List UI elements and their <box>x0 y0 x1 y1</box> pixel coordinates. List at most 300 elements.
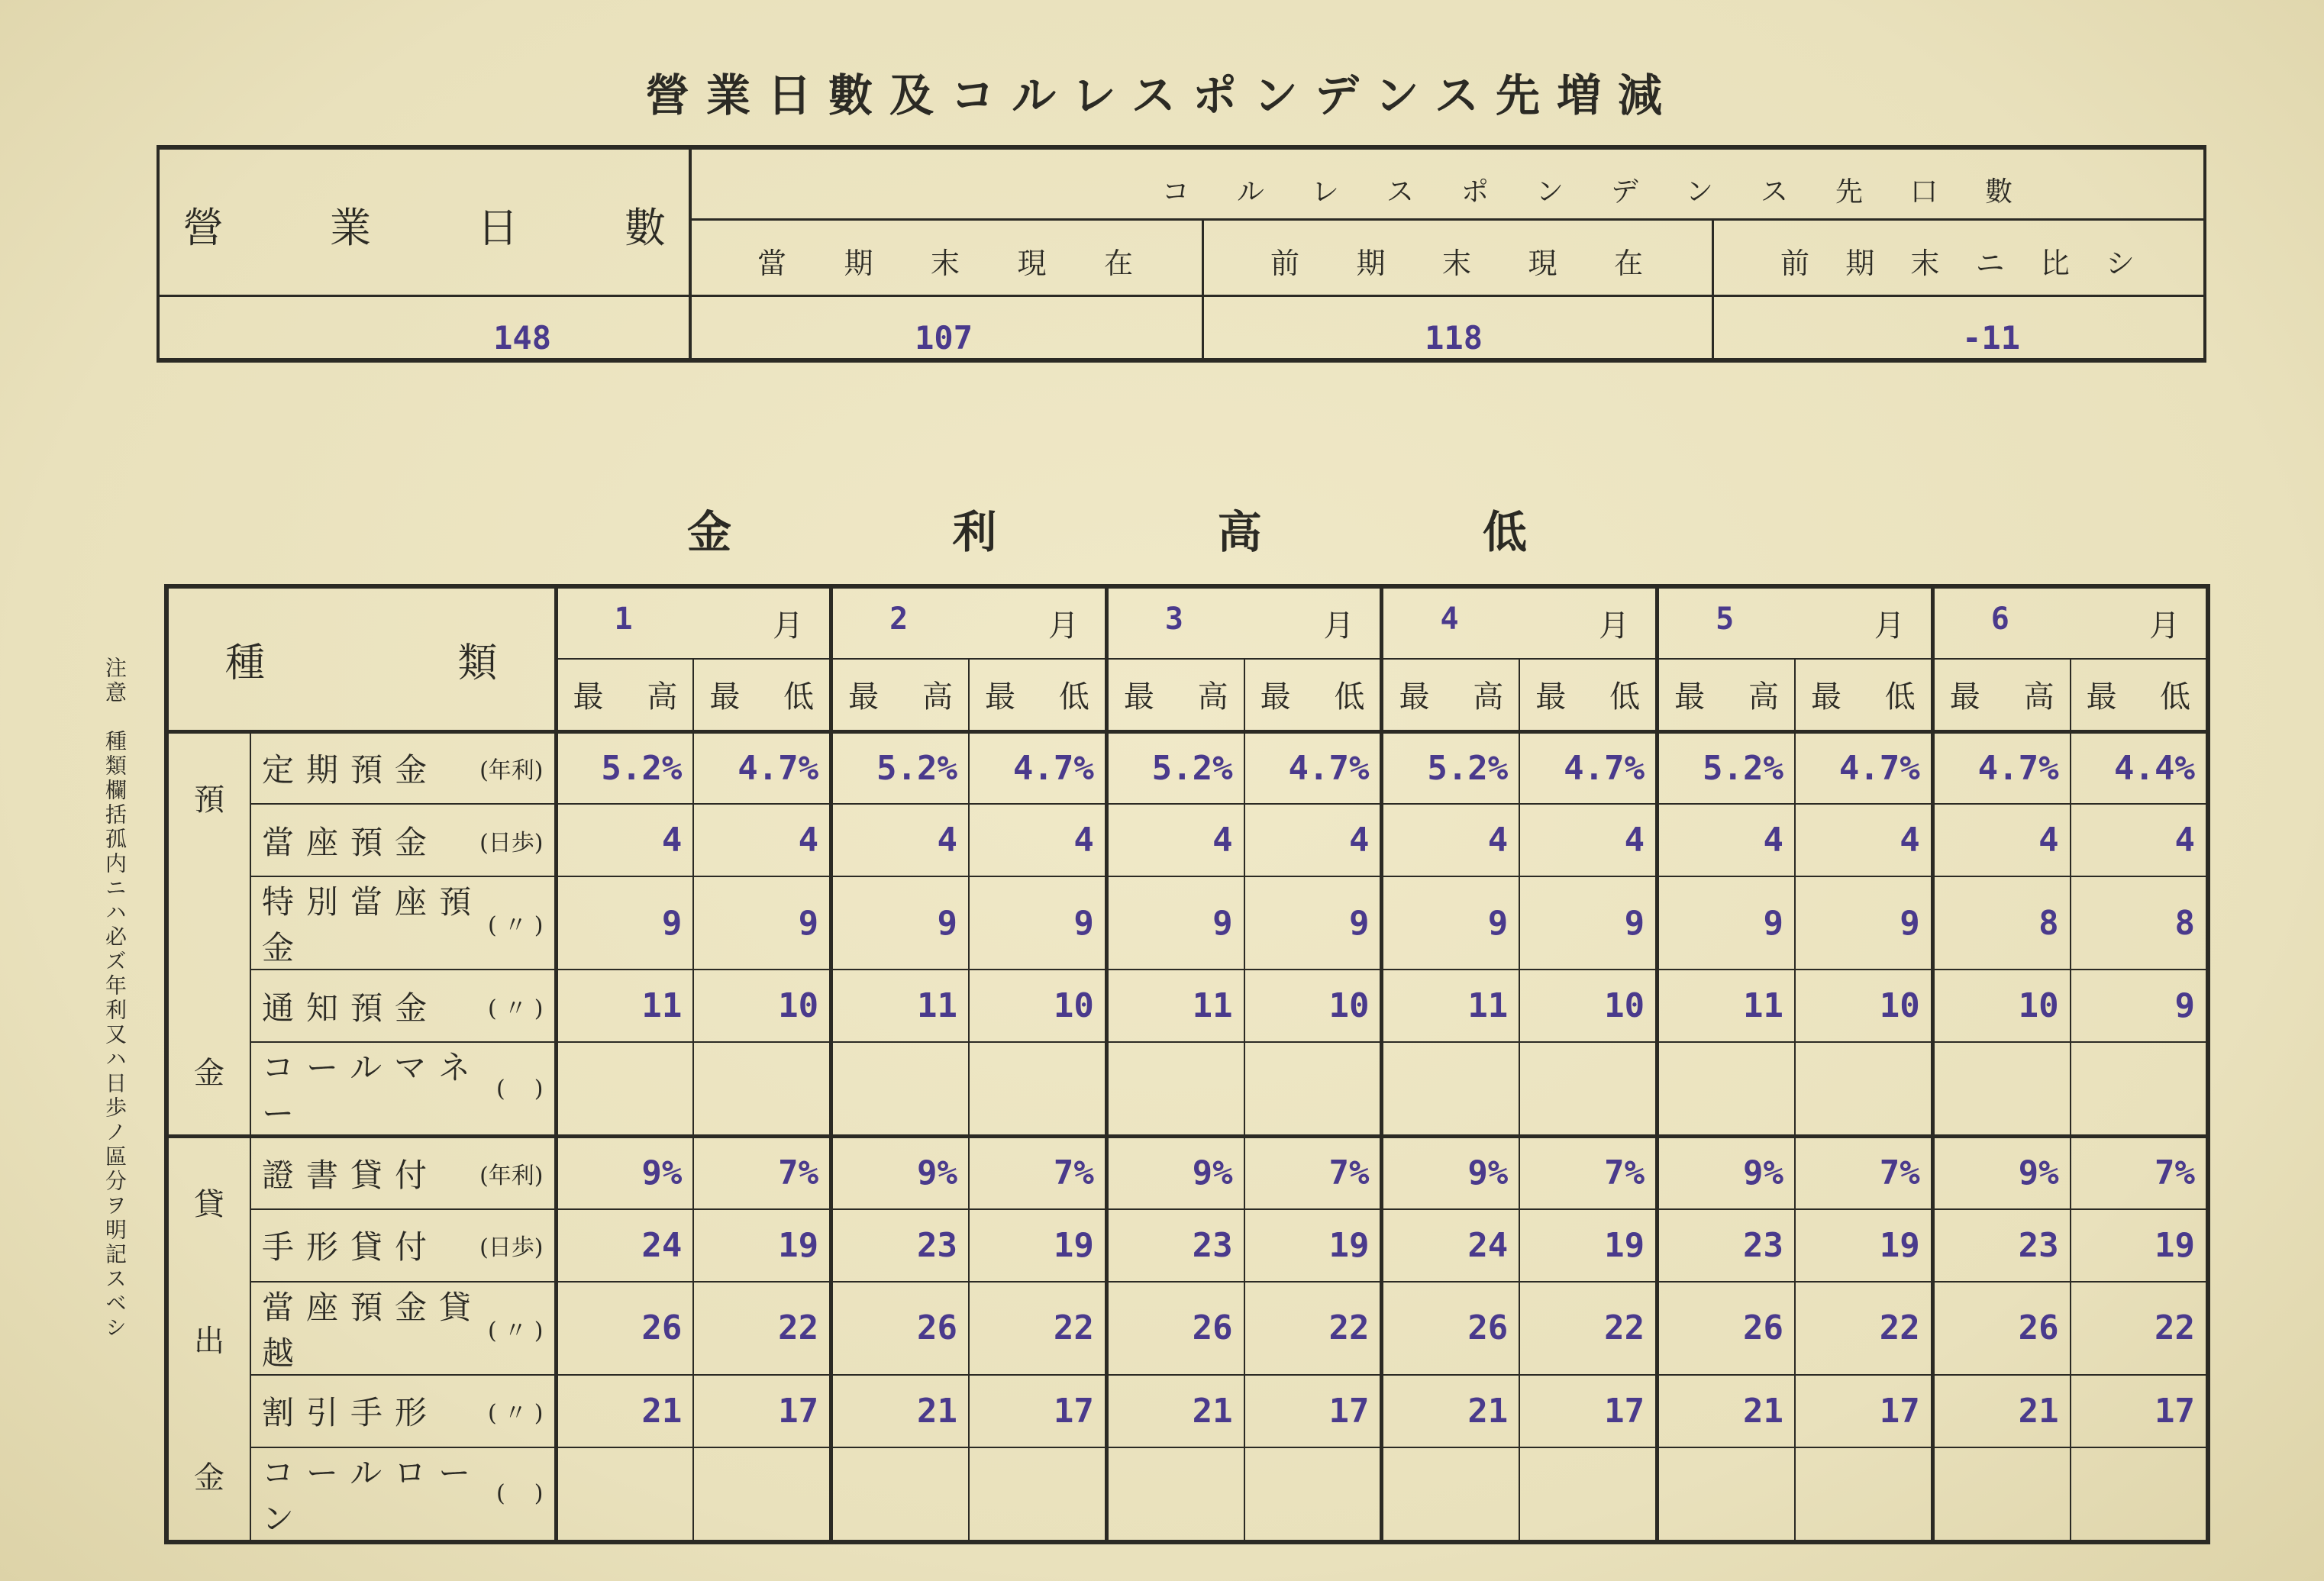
high-value: 9% <box>1106 1137 1244 1209</box>
table-row <box>166 970 2208 1042</box>
low-value: 4 <box>1519 804 1657 876</box>
table-row <box>166 804 2208 876</box>
label-char: 低 <box>1884 679 1916 715</box>
high-value: 10 <box>1932 970 2070 1042</box>
low-header <box>693 659 831 731</box>
low-value: 7% <box>693 1137 831 1209</box>
table-row <box>166 876 2208 970</box>
low-header <box>1795 659 1932 731</box>
row-label <box>250 1137 556 1209</box>
low-value: 17 <box>1244 1375 1382 1447</box>
high-value: 21 <box>1932 1375 2070 1447</box>
low-value: 22 <box>2071 1282 2208 1375</box>
header-char: ン <box>1685 176 1713 208</box>
high-value: 4 <box>1657 804 1795 876</box>
month-suffix: 月 <box>1599 608 1630 644</box>
header-text <box>705 673 818 716</box>
high-value: 9% <box>556 1137 693 1209</box>
group-label <box>166 1137 250 1542</box>
row-label-text <box>262 1222 544 1268</box>
high-value: 9% <box>1657 1137 1795 1209</box>
high-value: 23 <box>1932 1209 2070 1282</box>
month-suffix: 月 <box>1874 608 1905 644</box>
column-divider <box>1202 218 1204 360</box>
label-char: 金 <box>194 1460 224 1496</box>
row-label-text <box>262 1388 544 1434</box>
high-value: 4 <box>1106 804 1244 876</box>
header-char: ポ <box>1461 176 1489 208</box>
low-value: 22 <box>1795 1282 1932 1375</box>
label-char: 在 <box>1613 247 1643 280</box>
month-label <box>1119 602 1370 645</box>
low-value: 10 <box>693 970 831 1042</box>
high-value <box>1657 1447 1795 1542</box>
month-label <box>1670 602 1920 645</box>
low-value: 22 <box>693 1282 831 1375</box>
low-value: 17 <box>2071 1375 2208 1447</box>
label-char: 末 <box>1441 247 1471 280</box>
label-char: 現 <box>1017 247 1047 280</box>
header-char: デ <box>1610 176 1638 208</box>
high-value: 23 <box>1657 1209 1795 1282</box>
low-value <box>2071 1042 2208 1137</box>
label-char: 最 <box>2086 679 2117 715</box>
high-value: 9% <box>831 1137 969 1209</box>
table-row <box>166 1375 2208 1447</box>
row-name: 手形貸付 <box>262 1228 440 1266</box>
low-value: 4 <box>2071 804 2208 876</box>
business-days-column <box>160 150 692 358</box>
corner-label-text <box>179 631 544 688</box>
label-char: 低 <box>2160 679 2190 715</box>
row-label <box>250 731 556 804</box>
row-label-text <box>262 818 544 863</box>
label-char: 種 <box>225 640 266 686</box>
label-char: 期 <box>844 247 873 280</box>
header-char: ス <box>1386 176 1414 208</box>
title-char: 利 <box>952 506 997 558</box>
column-label <box>757 240 1133 282</box>
header-char: 先 <box>1835 176 1863 208</box>
high-value: 24 <box>1382 1209 1519 1282</box>
high-value: 4 <box>1932 804 2070 876</box>
high-value <box>831 1042 969 1137</box>
label-char: 比 <box>2040 247 2070 280</box>
month-number: 1 <box>614 602 633 637</box>
high-value: 9 <box>1382 876 1519 970</box>
month-header <box>556 586 831 659</box>
high-value: 4.7% <box>1932 731 2070 804</box>
header-text <box>1806 673 1920 716</box>
low-value <box>1519 1447 1657 1542</box>
column-label <box>1270 240 1643 282</box>
row-label <box>250 876 556 970</box>
label-char: 低 <box>783 679 815 715</box>
low-value: 4.7% <box>1244 731 1382 804</box>
high-value: 9 <box>556 876 693 970</box>
low-value: 4 <box>1244 804 1382 876</box>
label-char: 最 <box>1810 679 1841 715</box>
low-value: 22 <box>1244 1282 1382 1375</box>
label-char: 高 <box>1197 679 1228 715</box>
low-value <box>1244 1042 1382 1137</box>
month-number: 6 <box>1990 602 2009 637</box>
low-value: 4.7% <box>1795 731 1932 804</box>
header-char: レ <box>1311 176 1339 208</box>
document-title: 營業日數及コルレスポンデンス先増減 <box>645 69 1679 121</box>
low-value: 4.7% <box>969 731 1106 804</box>
high-value: 5.2% <box>831 731 969 804</box>
low-value: 9 <box>1519 876 1657 970</box>
high-value: 26 <box>1932 1282 2070 1375</box>
row-label <box>250 970 556 1042</box>
month-suffix: 月 <box>773 608 804 644</box>
low-value: 19 <box>1244 1209 1382 1282</box>
row-name: 通知預金 <box>262 989 440 1027</box>
title-char: 低 <box>1482 506 1527 558</box>
high-value <box>1382 1447 1519 1542</box>
group-label <box>166 731 250 1137</box>
low-value <box>693 1042 831 1137</box>
high-value: 5.2% <box>1657 731 1795 804</box>
group-label-text <box>179 753 239 1115</box>
low-value: 19 <box>693 1209 831 1282</box>
row-label <box>250 1042 556 1137</box>
label-char: 最 <box>984 679 1015 715</box>
header-char: 口 <box>1909 176 1938 208</box>
label-char: 預 <box>194 782 224 818</box>
high-value: 11 <box>1382 970 1519 1042</box>
high-value <box>1106 1447 1244 1542</box>
header-text <box>2082 673 2195 716</box>
high-value: 24 <box>556 1209 693 1282</box>
high-value: 23 <box>831 1209 969 1282</box>
high-value: 9% <box>1932 1137 2070 1209</box>
header-text <box>844 673 957 716</box>
label-char: 最 <box>848 679 880 715</box>
row-rate-basis: ( 〃 ) <box>488 995 544 1022</box>
high-value: 21 <box>556 1375 693 1447</box>
high-value: 11 <box>556 970 693 1042</box>
label-char: 末 <box>930 247 960 280</box>
high-value: 21 <box>1657 1375 1795 1447</box>
label-char: 期 <box>1845 247 1875 280</box>
label-char: 金 <box>194 1055 224 1091</box>
column-label <box>1780 240 2135 282</box>
low-value: 19 <box>1795 1209 1932 1282</box>
low-value: 9 <box>1244 876 1382 970</box>
label-char: 當 <box>757 247 787 280</box>
column-value: 107 <box>915 319 973 357</box>
row-name: 割引手形 <box>262 1394 440 1431</box>
title-char: 高 <box>1217 506 1262 558</box>
low-value <box>969 1447 1106 1542</box>
high-value: 26 <box>556 1282 693 1375</box>
row-label-text <box>262 1043 544 1134</box>
row-rate-basis: (年利) <box>479 757 544 785</box>
low-value: 17 <box>693 1375 831 1447</box>
high-value: 9% <box>1382 1137 1519 1209</box>
high-value: 21 <box>1382 1375 1519 1447</box>
low-value <box>2071 1447 2208 1542</box>
row-name: 特別當座預金 <box>262 883 484 966</box>
table-row <box>166 731 2208 804</box>
month-label <box>1394 602 1645 645</box>
low-value <box>969 1042 1106 1137</box>
high-value <box>556 1447 693 1542</box>
label-char: 日 <box>477 204 518 252</box>
header-text <box>1119 673 1233 716</box>
header-text <box>1394 673 1508 716</box>
label-char: 高 <box>647 679 678 715</box>
low-value: 9 <box>2071 970 2208 1042</box>
low-value: 19 <box>969 1209 1106 1282</box>
label-char: 業 <box>330 204 371 252</box>
high-value <box>1106 1042 1244 1137</box>
table-row <box>166 1282 2208 1375</box>
month-suffix: 月 <box>1047 608 1079 644</box>
low-value: 17 <box>1795 1375 1932 1447</box>
high-value: 9 <box>831 876 969 970</box>
label-char: 最 <box>1949 679 1980 715</box>
interest-rate-table <box>164 584 2210 1544</box>
header-char: ス <box>1760 176 1788 208</box>
low-value: 7% <box>1244 1137 1382 1209</box>
header-text <box>1531 673 1645 716</box>
low-header <box>969 659 1106 731</box>
low-value: 7% <box>1795 1137 1932 1209</box>
month-header <box>831 586 1107 659</box>
low-value: 4.4% <box>2071 731 2208 804</box>
high-value: 23 <box>1106 1209 1244 1282</box>
row-rate-basis: ( 〃 ) <box>488 1317 544 1344</box>
low-value <box>1519 1042 1657 1137</box>
title-char: 金 <box>687 506 732 558</box>
high-value <box>556 1042 693 1137</box>
label-char: 低 <box>1609 679 1641 715</box>
correspondent-count-header <box>689 150 2203 218</box>
row-name: コールマネー <box>262 1049 483 1132</box>
row-rate-basis: (日歩) <box>479 829 544 857</box>
row-label <box>250 1447 556 1542</box>
label-char: 期 <box>1356 247 1386 280</box>
label-char: 最 <box>1260 679 1291 715</box>
high-value: 21 <box>1106 1375 1244 1447</box>
header-char: ン <box>1535 176 1564 208</box>
row-rate-basis: (年利) <box>479 1162 544 1189</box>
high-value: 9 <box>1657 876 1795 970</box>
month-header <box>1932 586 2208 659</box>
low-value: 4 <box>969 804 1106 876</box>
high-value: 4 <box>831 804 969 876</box>
high-value: 26 <box>831 1282 969 1375</box>
label-char: シ <box>2105 247 2135 280</box>
high-header <box>1932 659 2070 731</box>
row-rate-basis: ( ) <box>495 1075 544 1102</box>
header-char: コ <box>1161 176 1189 208</box>
group-label-text <box>179 1157 239 1520</box>
month-suffix: 月 <box>1323 608 1354 644</box>
month-header <box>1106 586 1382 659</box>
corner-label <box>166 586 556 731</box>
high-value <box>831 1447 969 1542</box>
label-char: 低 <box>1058 679 1089 715</box>
row-rate-basis: (日歩) <box>479 1234 544 1261</box>
label-char: 高 <box>1473 679 1504 715</box>
high-header <box>1382 659 1519 731</box>
row-label-text <box>262 983 544 1029</box>
label-char: 出 <box>194 1324 224 1360</box>
low-value: 10 <box>969 970 1106 1042</box>
label-char: 在 <box>1103 247 1133 280</box>
business-days-table <box>157 145 2206 363</box>
low-value: 9 <box>969 876 1106 970</box>
low-value: 10 <box>1519 970 1657 1042</box>
high-header <box>1106 659 1244 731</box>
row-name: コールローン <box>262 1454 483 1537</box>
header-text <box>569 673 683 716</box>
table-row <box>166 1042 2208 1137</box>
month-number: 3 <box>1164 602 1183 637</box>
high-value: 21 <box>831 1375 969 1447</box>
month-number: 2 <box>889 602 909 637</box>
label-char: 最 <box>1399 679 1430 715</box>
row-label <box>250 1209 556 1282</box>
high-value: 5.2% <box>1106 731 1244 804</box>
label-char: 前 <box>1780 247 1810 280</box>
row-name: 定期預金 <box>262 751 440 789</box>
table-row <box>166 1447 2208 1542</box>
business-days-label <box>182 195 666 254</box>
row-label <box>250 804 556 876</box>
row-label-text <box>262 1150 544 1196</box>
low-value: 10 <box>1244 970 1382 1042</box>
low-value: 22 <box>1519 1282 1657 1375</box>
low-value <box>1244 1447 1382 1542</box>
row-rate-basis: ( ) <box>495 1480 544 1507</box>
month-label <box>844 602 1094 645</box>
row-rate-basis: ( 〃 ) <box>488 912 544 939</box>
high-value: 4 <box>1382 804 1519 876</box>
table-row <box>166 1209 2208 1282</box>
low-value: 7% <box>969 1137 1106 1209</box>
high-value: 26 <box>1657 1282 1795 1375</box>
row-label <box>250 1375 556 1447</box>
month-label <box>569 602 819 645</box>
row-name: 當座預金 <box>262 823 440 861</box>
low-value: 19 <box>1519 1209 1657 1282</box>
low-header <box>2071 659 2208 731</box>
high-value: 11 <box>831 970 969 1042</box>
low-value: 17 <box>1519 1375 1657 1447</box>
high-value <box>1382 1042 1519 1137</box>
header-text <box>980 673 1094 716</box>
low-value: 4.7% <box>693 731 831 804</box>
month-number: 5 <box>1716 602 1735 637</box>
high-value: 8 <box>1932 876 2070 970</box>
label-char: 高 <box>2023 679 2054 715</box>
low-value: 17 <box>969 1375 1106 1447</box>
row-label-text <box>262 745 544 791</box>
high-header <box>556 659 693 731</box>
label-char: 高 <box>922 679 953 715</box>
label-char: 最 <box>1535 679 1567 715</box>
business-days-value: 148 <box>493 319 551 357</box>
high-value: 26 <box>1382 1282 1519 1375</box>
high-value: 4 <box>556 804 693 876</box>
label-char: 現 <box>1528 247 1557 280</box>
low-value: 19 <box>2071 1209 2208 1282</box>
low-value: 8 <box>2071 876 2208 970</box>
interest-rate-section-title <box>687 496 1527 560</box>
low-value: 22 <box>969 1282 1106 1375</box>
high-value: 26 <box>1106 1282 1244 1375</box>
month-label <box>1945 602 2195 645</box>
high-value: 11 <box>1657 970 1795 1042</box>
label-char: 營 <box>182 204 224 252</box>
low-value: 7% <box>2071 1137 2208 1209</box>
header-text <box>1670 673 1783 716</box>
low-value: 7% <box>1519 1137 1657 1209</box>
row-rate-basis: ( 〃 ) <box>488 1400 544 1427</box>
label-char: 類 <box>457 640 498 686</box>
low-value <box>1795 1447 1932 1542</box>
low-value: 4 <box>1795 804 1932 876</box>
month-header <box>1657 586 1933 659</box>
label-char: 最 <box>1674 679 1706 715</box>
header-text <box>1256 673 1370 716</box>
label-char: 低 <box>1334 679 1365 715</box>
high-value: 11 <box>1106 970 1244 1042</box>
label-char: 高 <box>1748 679 1779 715</box>
column-value: 118 <box>1425 319 1483 357</box>
footnote: 注意 種類欄括孤内ニハ必ズ年利又ハ日歩ノ區分ヲ明記スベシ <box>102 657 127 1341</box>
column-value: -11 <box>1962 319 2020 357</box>
row-name: 證書貸付 <box>262 1156 440 1194</box>
row-label-text <box>262 1283 544 1374</box>
header-text <box>1945 673 2059 716</box>
low-value: 9 <box>1795 876 1932 970</box>
label-char: 最 <box>709 679 741 715</box>
low-value: 4.7% <box>1519 731 1657 804</box>
label-char: ニ <box>1975 247 2005 280</box>
label-char: 貸 <box>194 1187 224 1223</box>
low-value <box>1795 1042 1932 1137</box>
column-divider <box>1712 218 1714 360</box>
label-char: 末 <box>1910 247 1940 280</box>
header-char: ル <box>1236 176 1264 208</box>
high-value <box>1657 1042 1795 1137</box>
low-value: 10 <box>1795 970 1932 1042</box>
row-name: 當座預金貸越 <box>262 1288 484 1372</box>
row-label <box>250 1282 556 1375</box>
low-value: 4 <box>693 804 831 876</box>
month-header-row <box>166 586 2208 659</box>
label-char: 數 <box>625 204 666 252</box>
low-value: 9 <box>693 876 831 970</box>
row-label-text <box>262 1448 544 1540</box>
high-header <box>1657 659 1795 731</box>
label-char: 最 <box>573 679 604 715</box>
row-label-text <box>262 877 544 969</box>
high-value: 5.2% <box>1382 731 1519 804</box>
high-value: 9 <box>1106 876 1244 970</box>
high-value <box>1932 1042 2070 1137</box>
month-number: 4 <box>1440 602 1459 637</box>
label-char: 最 <box>1123 679 1154 715</box>
low-header <box>1519 659 1657 731</box>
high-header <box>831 659 969 731</box>
